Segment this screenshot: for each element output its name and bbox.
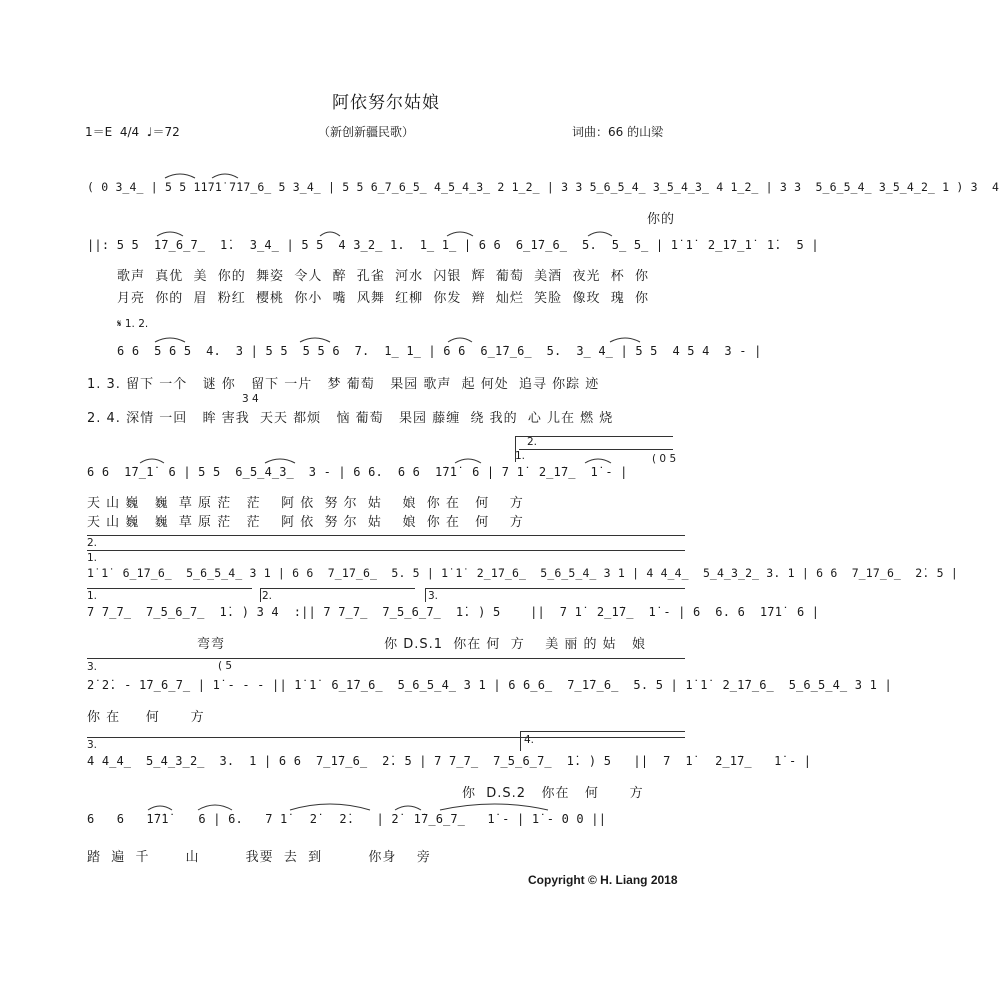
intro-notes: ( 0 3̲4̲ | 5 5 1̇1̇7̇1̇ 7̇1̇7̲6̲ 5 3̲4̲ | 5 5 6̲7̲6̲5̲ 4̲5̲4̲3̲ 2 1̲2̲ | 3 3 5̲6̲5̲4̲ 3̲5̲4̲3̲ 4 1̲2̲ | 3 3 5̲6̲5̲4̲ 3̲5̲4̲2̲ 1 ) 3 4: [87, 180, 999, 194]
volta-label-g: 3.: [87, 661, 98, 673]
slur: [448, 338, 472, 342]
coda-pickup: ( 5: [218, 660, 233, 672]
volta-label-h: 4.: [524, 734, 535, 746]
subtitle: （新创新疆民歌）: [318, 125, 415, 139]
slur: [447, 232, 473, 236]
outro-notes: 4 4̲4̲ 5̲4̲3̲2̲ 3. 1 | 6 6 7̲1̇7̲6̲ 2̇. 5 | 7 7̲7̲ 7̲5̲6̲7̲ 1̇. ) 5 || 7 1̇ 2̲1̇7̲ 1̇ - |: [87, 754, 812, 768]
chorus-lyric-2: 2. 4. 深情 一回 眸 害我 天天 都烦 恼 葡萄 果园 藤缠 绕 我的 心 儿在 燃 烧: [87, 411, 614, 426]
volta-label-e: 2.: [262, 590, 273, 602]
volta-label-a: 1.: [87, 552, 98, 564]
slur: [155, 338, 185, 342]
slur: [148, 806, 172, 810]
volta-label-2: 2.: [527, 436, 538, 448]
slur: [588, 232, 612, 236]
slur: [265, 459, 295, 463]
volta-label-f: 3.: [428, 590, 439, 602]
slur: [395, 806, 421, 810]
volta-label-1: 1.: [515, 450, 526, 462]
refrain-lyric-2: 天 山 巍 巍 草 原 茫 茫 阿 依 努 尔 姑 娘 你 在 何 方: [87, 515, 524, 530]
key-tempo: 1＝E 4/4 ♩＝72: [85, 125, 180, 139]
refrain-lyric-1: 天 山 巍 巍 草 原 茫 茫 阿 依 努 尔 姑 娘 你 在 何 方: [87, 496, 524, 511]
coda-lyric: 你 在 何 方: [87, 710, 205, 725]
ending-lyric: 弯弯 你 D.S.1 你在 何 方 美 丽 的 姑 娘: [197, 637, 647, 652]
alt-notes: 3 4: [242, 393, 259, 405]
slur: [610, 338, 640, 342]
pickup-notes: ( 0 5: [652, 453, 677, 465]
interlude-notes: 1̇ 1̇ 6̲1̇7̲6̲ 5̲6̲5̲4̲ 3 1 | 6 6 7̲1̇7̲6̲ 5. 5 | 1̇ 1̇ 2̲1̇7̲6̲ 5̲6̲5̲4̲ 3 1 | 4 4̲4̲ 5̲4̲3̲2̲ 3. 1 | 6 6 7̲1̇7̲6̲ 2̇. 5 |: [87, 566, 959, 580]
credits: 词曲：66 的山梁: [572, 125, 664, 139]
refrain-notes: 6 6 1̇7̲1̇ 6 | 5 5 6̲5̲4̲3̲ 3 - | 6 6. 6 6 1̇7̇1̇ 6 | 7 1̇ 2̲1̇7̲ 1̇ - |: [87, 465, 628, 479]
verse-lyric-2: 月亮 你的 眉 粉红 樱桃 你小 嘴 风舞 红柳 你发 辫 灿烂 笑脸 像玫 瑰 你: [117, 291, 649, 306]
song-title: 阿依努尔姑娘: [332, 93, 440, 113]
slur: [198, 805, 232, 810]
segno-mark: 𝄋 1. 2.: [117, 318, 149, 330]
intro-lyric: 你的: [647, 212, 676, 227]
chorus-lyric-1: 1. 3. 留下 一个 谜 你 留下 一片 梦 葡萄 果园 歌声 起 何处 追寻 你踪 迹: [87, 377, 600, 392]
slur: [300, 338, 330, 342]
slur: [290, 804, 370, 810]
coda-notes: 2̇ 2̇. - 1̇7̲6̲7̲ | 1̇ - - - || 1̇ 1̇ 6̲1̇7̲6̲ 5̲6̲5̲4̲ 3 1 | 6 6̲6̲ 7̲1̇7̲6̲ 5. 5 | 1̇ 1̇ 2̲1̇7̲6̲ 5̲6̲5̲4̲ 3 1 |: [87, 678, 892, 692]
slur: [320, 232, 340, 236]
copyright-notice: Copyright © H. Liang 2018: [528, 873, 678, 887]
verse-lyric-1: 歌声 真优 美 你的 舞姿 令人 醉 孔雀 河水 闪银 辉 葡萄 美酒 夜光 杯 你: [117, 269, 649, 284]
slur: [440, 804, 548, 810]
verse-notes: ||: 5 5 1̇7̲6̲7̲ 1̇. 3̲4̲ | 5 5 4 3̲2̲ 1. 1̲ 1̲ | 6 6 6̲1̇7̲6̲ 5. 5̲ 5̲ | 1̇ 1̇ 2̲1̇7̲1̇ 1̇. 5 |: [87, 238, 819, 252]
slur: [157, 232, 183, 236]
slur: [212, 174, 238, 178]
slur: [585, 459, 611, 463]
final-notes: 6 6 1̇7̇1̇ 6 | 6. 7 1̇ 2̇ 2̇. | 2̇ 1̇7̲6̲7̲ 1̇ - | 1̇ - 0 0 ||: [87, 812, 607, 826]
slur: [140, 459, 164, 463]
volta-label-i: 3.: [87, 739, 98, 751]
volta-label-b: 2.: [87, 537, 98, 549]
ending-notes: 7 7̲7̲ 7̲5̲6̲7̲ 1̇. ) 3 4 :|| 7 7̲7̲ 7̲5̲6̲7̲ 1̇. ) 5 || 7 1̇ 2̲1̇7̲ 1̇ - | 6 6. 6 1̇7̇1̇ 6 |: [87, 605, 820, 619]
slur: [455, 459, 481, 463]
outro-lyric: 你 D.S.2 你在 何 方: [462, 786, 644, 801]
chorus-notes: 6 6 5 6 5 4. 3 | 5 5 5 5 6 7. 1̲ 1̲ | 6 6 6̲1̇7̲6̲ 5. 3̲ 4̲ | 5 5 4 5 4 3 - |: [117, 344, 762, 358]
final-lyric: 踏 遍 千 山 我要 去 到 你身 旁: [87, 850, 431, 865]
slur: [165, 174, 195, 178]
volta-label-d: 1.: [87, 590, 98, 602]
